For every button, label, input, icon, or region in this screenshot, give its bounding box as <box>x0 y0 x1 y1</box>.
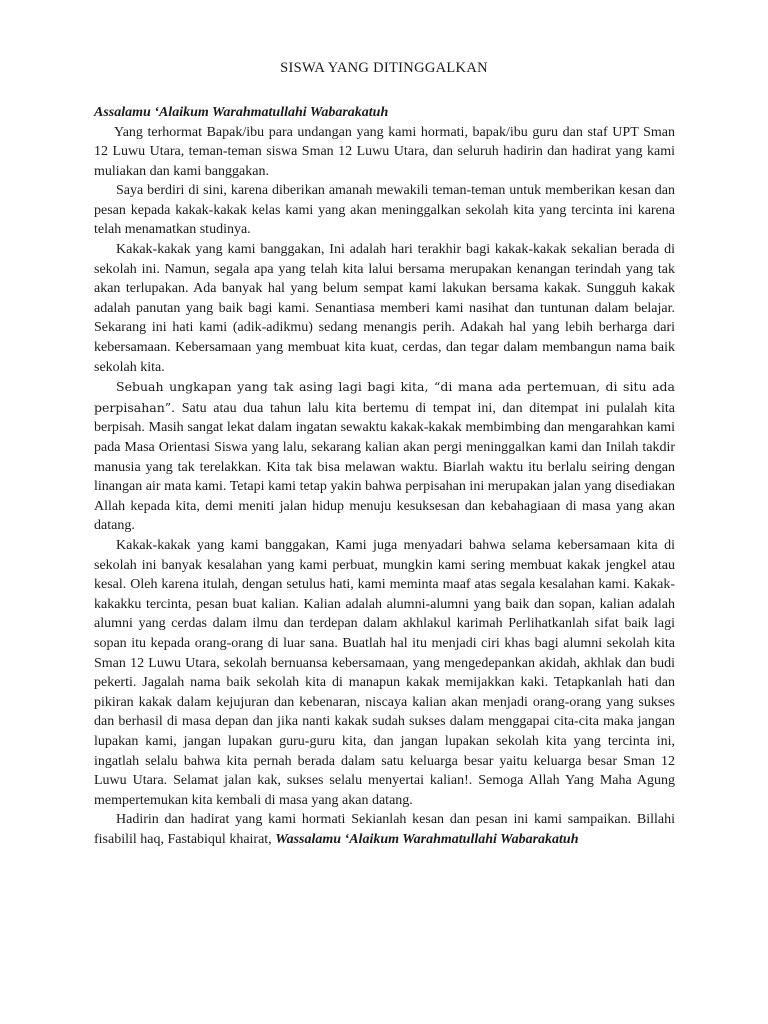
paragraph-salutation: Yang terhormat Bapak/ibu para undangan yang kami hormati, bapak/ibu guru dan staf UPT Sman 12 Luwu Utara, teman-teman siswa Sman 12 Luwu Utara, dan seluruh hadirin dan hadirat yang kami muliakan dan kami banggakan. <box>94 124 675 179</box>
paragraph-apology-message: Kakak-kakak yang kami banggakan, Kami juga menyadari bahwa selama kebersamaan kita di sekolah ini banyak kesalahan yang kami perbuat, mungkin kami sering membuat kakak jengkel atau kesal. Oleh karena itulah, dengan setulus hati, kami meminta maaf atas segala kesalahan kami. Kakak-kakakku tercinta, pesan buat kalian. Kalian adalah alumni-alumni yang baik dan sopan, kalian adalah alumni yang cerdas dalam ilmu dan terdepan dalam akhlakul karimah Perlihatkanlah sifat baik lagi sopan itu kepada orang-orang di luar sana. Buatlah hal itu menjadi ciri khas bagi alumni sekolah kita Sman 12 Luwu Utara, sekolah bernuansa kebersamaan, yang mengedepankan akidah, akhlak dan budi pekerti. Jagalah nama baik sekolah kita di manapun kakak memijakkan kaki. Tetapkanlah hati dan pikiran kakak dalam kejujuran dan kebenaran, niscaya kalian akan menjadi orang-orang yang sukses dan berhasil di masa depan dan jika nanti kakak sudah sukses dalam menggapai cita-cita maka jangan lupakan kami, jangan lupakan guru-guru kita, dan jangan lupakan sekolah kita yang tercinta ini, ingatlah selalu bahwa kita pernah berada dalam satu keluarga besar yaitu keluarga besar Sman 12 Luwu Utara. Selamat jalan kak, sukses selalu menyertai kalian!. Semoga Allah Yang Maha Agung mempertemukan kita kembali di masa yang akan datang. <box>94 537 675 808</box>
paragraph-farewell <box>94 377 675 536</box>
paragraph-closing <box>94 810 675 849</box>
farewell-quote: Sebuah ungkapan yang tak asing lagi bagi kita, “di mana ada pertemuan, di situ ada perpisahan”. <box>94 379 675 415</box>
closing-text: Hadirin dan hadirat yang kami hormati Sekianlah kesan dan pesan ini kami sampaikan. Billahi fisabilil haq, Fastabiqul khairat, <box>94 812 675 847</box>
document-title: SISWA YANG DITINGGALKAN <box>280 60 488 76</box>
paragraph-purpose: Saya berdiri di sini, karena diberikan amanah mewakili teman-teman untuk memberikan kesan dan pesan kepada kakak-kakak kelas kami yang akan meninggalkan sekolah kita yang tercinta ini karena telah menamatkan studinya. <box>94 183 675 238</box>
document-body <box>94 103 675 849</box>
closing-greeting: Wassalamu ‘Alaikum Warahmatullahi Wabarakatuh <box>275 831 579 847</box>
paragraph-last-day: Kakak-kakak yang kami banggakan, Ini adalah hari terakhir bagi kakak-kakak sekalian berada di sekolah ini. Namun, segala apa yang telah kita lalui bersama merupakan kenangan terindah yang tak akan terlupakan. Ada banyak hal yang belum sempat kami lakukan bersama kakak. Sungguh kakak adalah panutan yang baik bagi kami. Senantiasa memberi kami nasihat dan tuntunan dalam belajar. Sekarang ini hati kami (adik-adikmu) sedang menangis perih. Adakah hal yang lebih berharga dari kebersamaan. Kebersamaan yang membuat kita kuat, cerdas, dan tegar dalam membangun nama baik sekolah kita. <box>94 242 675 375</box>
opening-greeting: Assalamu ‘Alaikum Warahmatullahi Wabarakatuh <box>94 105 389 120</box>
farewell-text: Satu atau dua tahun lalu kita bertemu di tempat ini, dan ditempat ini pulalah kita berpisah. Masih sangat lekat dalam ingatan sewaktu kakak-kakak membimbing dan mengarahkan kami pada Masa Orientasi Siswa yang lalu, sekarang kalian akan pergi meninggalkan kami dan Inilah takdir manusia yang tak terelakkan. Kita tak bisa melawan waktu. Biarlah waktu itu berlalu seiring dengan linangan air mata kami. Tetapi kami tetap yakin bahwa perpisahan ini merupakan jalan yang disediakan Allah kepada kita, demi meniti jalan hidup menuju kesuksesan dan kebahagiaan di masa yang akan datang. <box>94 400 675 534</box>
